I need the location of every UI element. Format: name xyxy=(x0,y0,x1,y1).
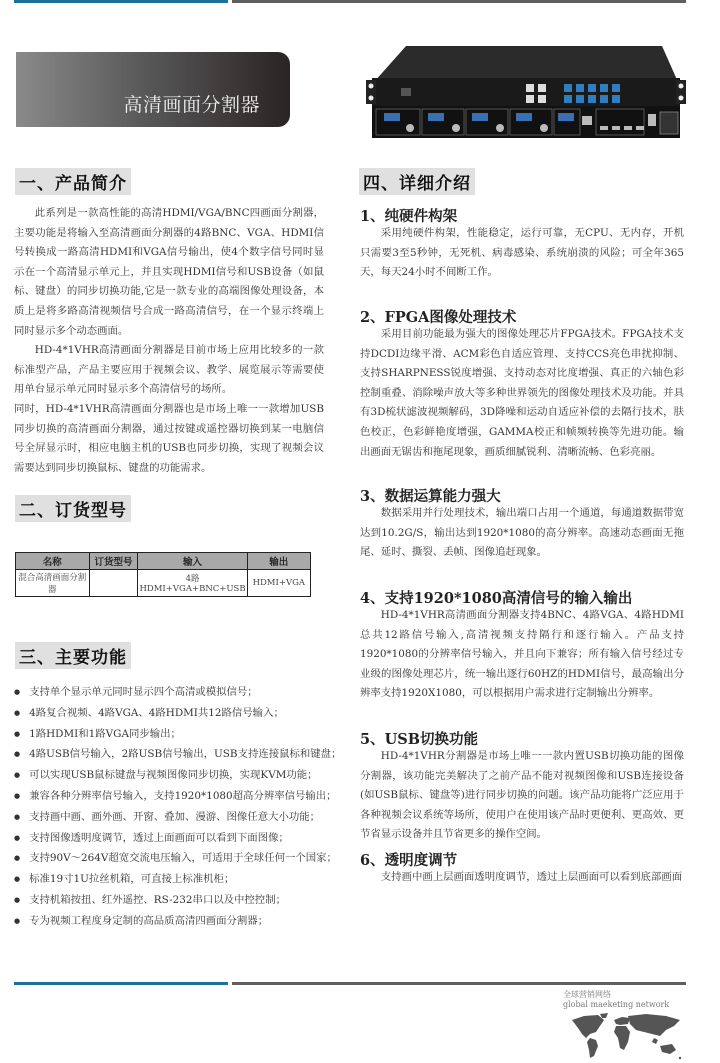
table-cell: 4路HDMI+VGA+BNC+USB xyxy=(138,570,247,597)
top-accent-rule xyxy=(14,0,228,3)
table-cell: HDMI+VGA xyxy=(247,570,310,597)
table-header-row xyxy=(16,553,311,570)
subsection-title: 2、FPGA图像处理技术 xyxy=(360,309,517,326)
list-item: ● 4路USB信号输入，2路USB信号输出，USB支持连接鼠标和键盘； xyxy=(14,744,341,765)
table-row xyxy=(16,570,311,597)
subsection-title: 5、USB切换功能 xyxy=(360,731,478,748)
table-header: 订货型号 xyxy=(89,553,138,570)
list-item: ● 支持图像透明度调节，透过上面画面可以看到下面图像； xyxy=(14,828,341,849)
list-item: ● 4路复合视频、4路VGA、4路HDMI共12路信号输入； xyxy=(14,703,341,724)
subsection-text: HD-4*1VHR高清画面分割器支持4BNC、4路VGA、4路HDMI总共12路信号输入,高清视频支持隔行和逐行输入。产品支持1920*1080的分辨率信号输入，并且向下兼容；所有输入信号经过专业级的图像处理芯片，统一输出逐行60HZ的HDMI信号，最高输出分辨率支持1920X1080，可以根据用户需求进行定制输出分辨率。 xyxy=(360,609,684,700)
list-item: ● 支持画中画、画外画、开窗、叠加、漫游、图像任意大小功能； xyxy=(14,807,341,828)
subsection-text: 采用纯硬件构架，性能稳定，运行可靠，无CPU、无内存，开机只需要3至5秒钟，无死机、病毒感染、系统崩溃的风险；可全年365天，每天24小时不间断工作。 xyxy=(360,227,684,279)
list-item: ● 1路HDMI和1路VGA同步输出； xyxy=(14,724,341,745)
bottom-accent-rule xyxy=(14,982,228,985)
intro-text xyxy=(14,204,324,478)
order-table xyxy=(15,552,311,597)
video-splitter-device-photo xyxy=(366,42,686,138)
subsection-title: 1、纯硬件构架 xyxy=(360,208,458,225)
list-item: ● 支持90V～264V超宽交流电压输入，可适用于全球任何一个国家； xyxy=(14,848,341,869)
title-banner xyxy=(16,52,290,127)
section-heading-features: 三、主要功能 xyxy=(15,642,131,669)
list-item: ● 兼容各种分辨率信号输入，支持1920*1080超高分辨率信号输出； xyxy=(14,786,341,807)
intro-paragraph: HD-4*1VHR高清画面分割器是目前市场上应用比较多的一款标准型产品，产品主要应用于视频会议、教学、展览展示等需要使用单台显示单元同时显示多个高清信号的场所。 xyxy=(14,344,324,396)
feature-list xyxy=(14,682,341,932)
section-heading-order: 二、订货型号 xyxy=(15,495,131,522)
list-item: ● 可以实现USB鼠标键盘与视频图像同步切换，实现KVM功能； xyxy=(14,765,341,786)
section-heading-intro: 一、产品简介 xyxy=(15,168,131,195)
table-cell xyxy=(89,570,138,597)
bottom-gray-rule xyxy=(232,982,686,985)
footer-label-en: global maeketing network xyxy=(563,1000,670,1009)
table-header: 输出 xyxy=(247,553,310,570)
subsection-text: HD-4*1VHR分割器是市场上唯一一款内置USB切换功能的图像分割器，该功能完美解决了之前产品不能对视频图像和USB连接设备(如USB鼠标、键盘等)进行同步切换的问题。该产品功能将广泛应用于各种视频会议系统等场所，使用户在使用该产品时更便利、更高效、更节省显示设备并且节省更多的操作空间。 xyxy=(360,750,684,841)
list-item: ● 支持机箱按扭、红外遥控、RS-232串口以及中控控制； xyxy=(14,890,341,911)
list-item: ● 专为视频工程度身定制的高品质高清四画面分割器； xyxy=(14,911,341,932)
list-item: ● 标准19寸1U拉丝机箱，可直接上标准机柜； xyxy=(14,869,341,890)
footer-label-cn: 全球营销网络 xyxy=(563,990,611,999)
world-map-icon xyxy=(570,1012,685,1062)
subsection-text: 数据采用并行处理技术，输出端口占用一个通道，每通道数据带宽达到10.2G/S，输出达到1920*1080的高分辨率。高速动态画面无拖尾、延时、撕裂、丢帧、图像追赶现象。 xyxy=(360,507,684,559)
subsection-text: 采用目前功能最为强大的图像处理芯片FPGA技术。FPGA技术支持DCDI边缘平滑、ACM彩色自适应管理、支持CCS亮色串扰抑制、支持SHARPNESS锐度增强、支持动态对比度增强、真正的六轴色彩控制重叠、消除噪声放大等多种世界领先的图像处理技术及功能。并具有3D梳状滤波视频解码，3D降噪和运动自适应补偿的去隔行技术，肤色校正，色彩鲜艳度增强，GAMMA校正和帧频转换等先进功能。输出画面无锯齿和拖尾现象，画质细腻锐利、清晰流畅、色彩亮丽。 xyxy=(360,328,684,458)
table-cell: 混合高清画面分割器 xyxy=(16,570,90,597)
subsection-title: 6、透明度调节 xyxy=(360,852,458,869)
section-heading-details: 四、详细介绍 xyxy=(359,168,475,195)
subsection-title: 4、支持1920*1080高清信号的输入输出 xyxy=(360,590,633,607)
table-header: 输入 xyxy=(138,553,247,570)
intro-paragraph: 同时，HD-4*1VHR高清画面分割器也是市场上唯一一款增加USB同步切换的高清画面分割器，通过按键或遥控器切换到某一电脑信号全屏显示时，相应电脑主机的USB也同步切换，实现了视频会议需要达到同步切换鼠标、键盘的功能需求。 xyxy=(14,402,324,474)
table-header: 名称 xyxy=(16,553,90,570)
intro-paragraph: 此系列是一款高性能的高清HDMI/VGA/BNC四画面分割器，主要功能是将输入至高清画面分割器的4路BNC、VGA、HDMI信号转换成一路高清HDMI和VGA信号输出，使4个数字信号同时显示在一个高清显示单元上，并且实现HDMI信号和USB设备（如鼠标、键盘）的同步切换功能,它是一款专业的高端图像处理设备，本质上是将多路高清视频信号合成一路高清信号，在一个显示终端上同时显示多个动态画面。 xyxy=(14,207,324,337)
top-gray-rule xyxy=(232,0,686,3)
subsection-text: 支持画中画上层画面透明度调节，透过上层画面可以看到底部画面 xyxy=(380,871,683,883)
subsection-title: 3、数据运算能力强大 xyxy=(360,488,501,505)
banner-title: 高清画面分割器 xyxy=(123,94,260,116)
list-item: ● 支持单个显示单元同时显示四个高清或模拟信号； xyxy=(14,682,341,703)
